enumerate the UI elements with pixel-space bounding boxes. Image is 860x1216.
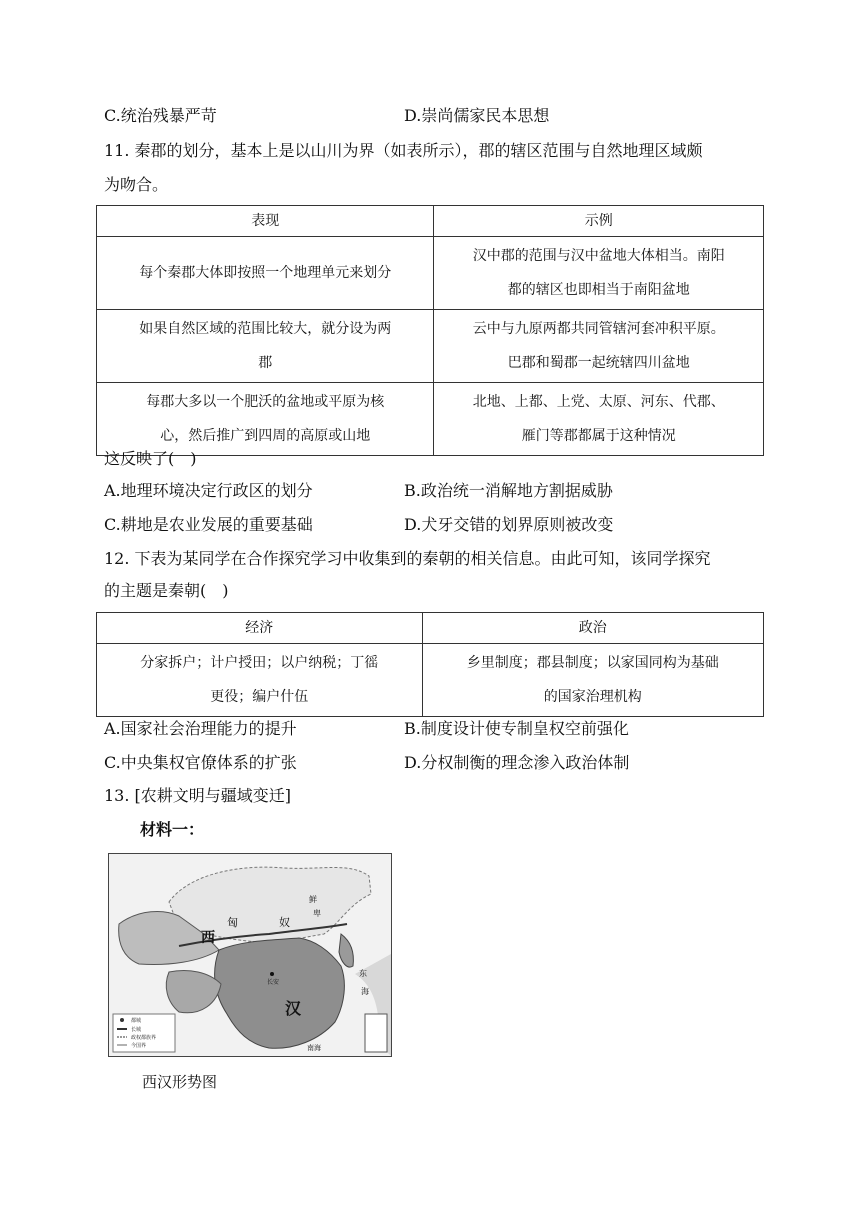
q12-stem-line2: 的主题是秦朝( ): [104, 581, 229, 600]
q11-option-d: D.犬牙交错的划界原则被改变: [404, 515, 614, 534]
cell-line: 北地、上都、上党、太原、河东、代郡、: [472, 394, 725, 410]
q11-header-right: 示例: [434, 206, 764, 237]
q10-option-c: C.统治残暴严苛: [104, 106, 217, 125]
map-label-changan: 长安: [267, 979, 280, 986]
legend-item: 长城: [131, 1027, 142, 1033]
q11-row2-left: [97, 310, 434, 383]
legend-capital-symbol: [120, 1018, 124, 1022]
cell-line: 都的辖区也即相当于南阳盆地: [507, 282, 690, 298]
q12-option-a: A.国家社会治理能力的提升: [104, 719, 297, 738]
q11-row2-right: [434, 310, 764, 383]
cell-line: 如果自然区域的范围比较大，就分设为两: [139, 321, 392, 337]
map-label-han: 汉: [285, 999, 302, 1018]
map-label-xiongnu-1: 匈: [227, 916, 238, 929]
cell-line: 每郡大多以一个肥沃的盆地或平原为核: [146, 394, 385, 410]
q11-row3-left: [97, 383, 434, 456]
cell-line: 汉中郡的范围与汉中盆地大体相当。南阳: [472, 248, 725, 264]
q12-option-d: D.分权制衡的理念渗入政治体制: [404, 753, 630, 772]
q11-header-left: 表现: [97, 206, 434, 237]
cell-line: 心，然后推广到四周的高原或山地: [160, 428, 371, 444]
q12-table-header: [97, 613, 764, 644]
capital-marker: [270, 972, 274, 976]
map-label-xiongnu-2: 奴: [279, 916, 290, 929]
cell-line: 郡: [258, 355, 273, 371]
cell-line: 巴郡和蜀郡一起统辖四川盆地: [507, 355, 690, 371]
q11-stem-line2: 为吻合。: [104, 175, 169, 194]
q12-header-right: 政治: [422, 613, 764, 644]
cell-line: 的国家治理机构: [543, 689, 642, 705]
cell-line: 雁门等郡都属于这种情况: [521, 428, 676, 444]
q11-row1-left: [97, 237, 434, 310]
table-row: [97, 383, 764, 456]
q11-option-c: C.耕地是农业发展的重要基础: [104, 515, 313, 534]
cell-line: 分家拆户；计户授田；以户纳税；丁徭: [140, 655, 379, 671]
map-label-xianbei-2: 卑: [313, 909, 321, 918]
q12-row-left: [97, 644, 423, 717]
q11-row1-right: [434, 237, 764, 310]
table-row: [97, 310, 764, 383]
legend-item: 都城: [131, 1018, 142, 1024]
q11-option-b: B.政治统一消解地方割据威胁: [404, 481, 613, 500]
cell-line: 云中与九原两都共同管辖河套冲积平原。: [472, 321, 725, 337]
q13-stem: 13. [农耕文明与疆域变迁]: [104, 786, 292, 805]
cell-line: 乡里制度；郡县制度；以家国同构为基础: [466, 655, 719, 671]
legend-item: 今国界: [131, 1043, 147, 1049]
q12-header-left: 经济: [97, 613, 423, 644]
material-label: 材料一：: [140, 820, 205, 839]
q12-option-b: B.制度设计使专制皇权空前强化: [404, 719, 629, 738]
cell-line: 每个秦郡大体即按照一个地理单元来划分: [139, 265, 392, 281]
q12-option-c: C.中央集权官僚体系的扩张: [104, 753, 297, 772]
q11-question: 这反映了( ): [104, 449, 197, 468]
map-caption: 西汉形势图: [142, 1073, 218, 1091]
q11-row3-right: [434, 383, 764, 456]
western-han-map: [108, 853, 392, 1057]
map-label-xianbei-1: 鲜: [309, 895, 317, 904]
map-label-xi: 西: [201, 930, 215, 946]
q11-table-header: [97, 206, 764, 237]
q12-row-right: [422, 644, 764, 717]
map-label-hai: 海: [361, 987, 369, 996]
q12-table: [96, 612, 764, 717]
q12-stem-line1: 12. 下表为某同学在合作探究学习中收集到的秦朝的相关信息。由此可知，该同学探究: [104, 549, 711, 568]
cell-line: 更役；编户什伍: [210, 689, 309, 705]
q11-option-a: A.地理环境决定行政区的划分: [104, 481, 313, 500]
table-row: [97, 644, 764, 717]
table-row: [97, 237, 764, 310]
map-label-nanhai: 南海: [307, 1044, 321, 1052]
q11-stem-line1: 11. 秦郡的划分，基本上是以山川为界（如表所示），郡的辖区范围与自然地理区域颇: [104, 141, 703, 160]
map-label-dong: 东: [359, 969, 367, 978]
map-image: [109, 854, 391, 1056]
q10-option-d: D.崇尚儒家民本思想: [404, 106, 550, 125]
legend-item: 政权都族界: [131, 1035, 157, 1041]
q11-table: [96, 205, 764, 456]
